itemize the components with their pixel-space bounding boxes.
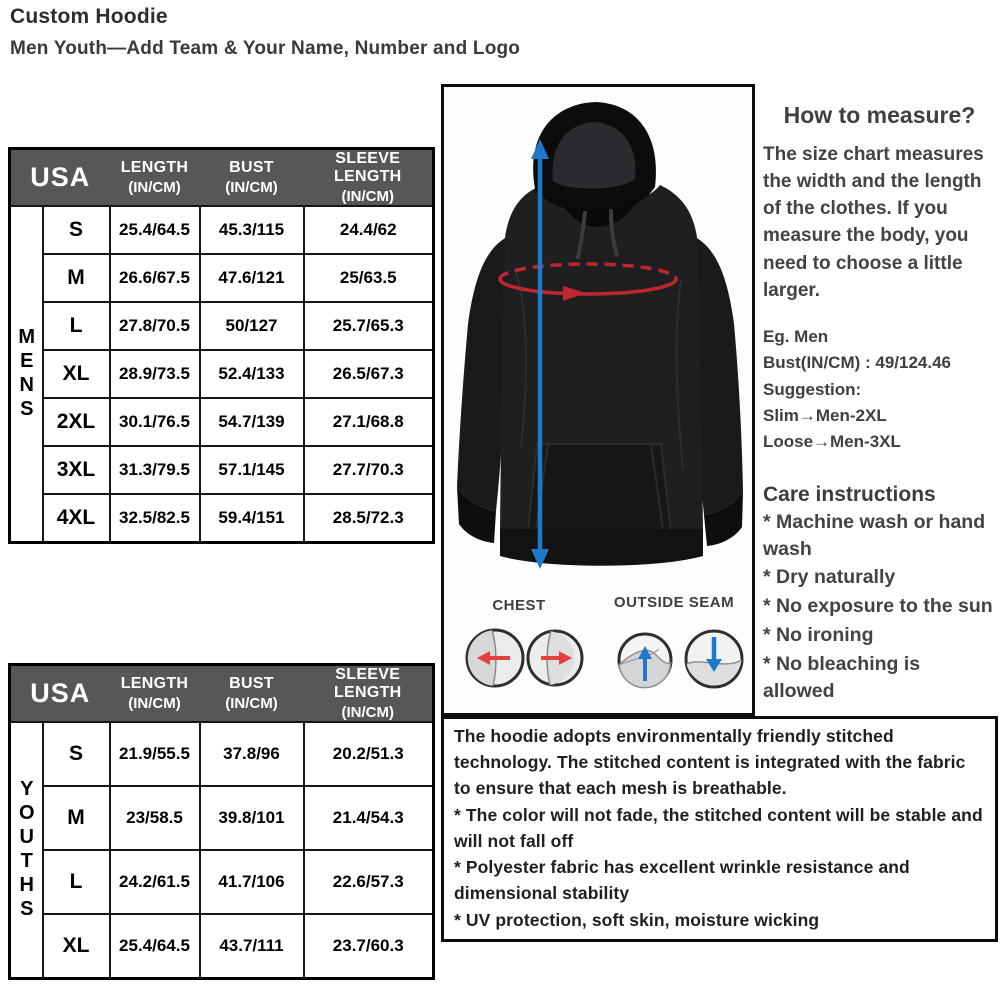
table-row [10,350,434,398]
size-cell: M [43,254,110,302]
mens-group-label: MENS [10,206,43,542]
hoodie-diagram-box [441,84,755,716]
bust-cell: 57.1/145 [200,446,304,494]
sleeve-cell: 24.4/62 [304,206,434,254]
header-sleeve-unit: (IN/CM) [341,188,394,205]
mens-size-table [8,147,435,544]
how-to-measure-heading: How to measure? [783,102,976,128]
sleeve-cell: 27.1/68.8 [304,398,434,446]
table-row [10,398,434,446]
how-to-measure-panel [763,88,996,705]
table-row [10,850,434,914]
bust-cell: 59.4/151 [200,494,304,542]
chest-width-right-arrow-icon [524,627,586,689]
table-row [10,446,434,494]
youth-header-length [110,665,200,723]
sleeve-cell: 23.7/60.3 [304,914,434,978]
header-bust-label: BUST [229,675,274,692]
sleeve-cell: 28.5/72.3 [304,494,434,542]
example-line: Bust(IN/CM) : 49/124.46 [763,353,951,373]
table-row [10,206,434,254]
length-cell: 24.2/61.5 [110,850,200,914]
bust-cell: 45.3/115 [200,206,304,254]
description-paragraph: * UV protection, soft skin, moisture wicking [454,910,820,931]
hoodie-product-image [445,89,751,594]
bust-cell: 52.4/133 [200,350,304,398]
sleeve-cell: 21.4/54.3 [304,786,434,850]
example-line: Slim→Men-2XL [763,405,887,425]
header-sleeve-unit: (IN/CM) [341,704,394,721]
size-cell: M [43,786,110,850]
size-cell: 2XL [43,398,110,446]
outside-seam-down-arrow-icon [682,627,746,691]
care-item: * Machine wash or hand wash [763,510,986,560]
size-cell: S [43,722,110,786]
example-line: Loose→Men-3XL [763,432,901,452]
example-block [763,324,996,456]
sleeve-cell: 27.7/70.3 [304,446,434,494]
example-line: Suggestion: [763,379,862,399]
length-cell: 27.8/70.5 [110,302,200,350]
mens-header-row [10,149,434,207]
hoodie-pocket [527,444,672,541]
header-bust-unit: (IN/CM) [225,695,278,712]
header-sleeve-label: SLEEVE LENGTH [333,666,402,701]
length-cell: 31.3/79.5 [110,446,200,494]
header-length-label: LENGTH [120,159,189,176]
size-cell: XL [43,914,110,978]
care-instructions-block [763,483,996,705]
size-cell: S [43,206,110,254]
table-row [10,494,434,542]
table-row [10,722,434,786]
page-title: Custom Hoodie [10,5,168,28]
bust-cell: 50/127 [200,302,304,350]
length-cell: 28.9/73.5 [110,350,200,398]
chest-width-left-arrow-icon [462,625,528,691]
mens-header-usa: USA [10,149,110,207]
bust-cell: 47.6/121 [200,254,304,302]
mens-header-bust [200,149,304,207]
page-subtitle: Men Youth—Add Team & Your Name, Number and Logo [10,38,521,59]
description-paragraph: * Polyester fabric has excellent wrinkle resistance and dimensional stability [454,857,910,904]
sleeve-cell: 22.6/57.3 [304,850,434,914]
size-cell: XL [43,350,110,398]
hoodie-hem [500,529,703,566]
bust-cell: 43.7/111 [200,914,304,978]
mens-header-length [110,149,200,207]
length-cell: 32.5/82.5 [110,494,200,542]
youth-header-usa: USA [10,665,110,723]
table-row [10,254,434,302]
sleeve-cell: 25/63.5 [304,254,434,302]
sleeve-cell: 25.7/65.3 [304,302,434,350]
care-item: * No exposure to the sun [763,595,993,618]
length-cell: 25.4/64.5 [110,206,200,254]
youth-group-label: YOUTHS [10,722,43,978]
product-description-box [441,716,998,942]
length-cell: 21.9/55.5 [110,722,200,786]
header-length-label: LENGTH [120,675,189,692]
youth-header-row [10,665,434,723]
youth-size-table [8,663,435,980]
youth-header-sleeve [304,665,434,723]
sleeve-cell: 20.2/51.3 [304,722,434,786]
description-paragraph: The hoodie adopts environmentally friendly stitched technology. The stitched content is integrated with the fabric to ensure that each mesh is breathable. [454,726,966,798]
table-row [10,786,434,850]
youth-header-bust [200,665,304,723]
care-item: * No ironing [763,624,874,647]
size-cell: L [43,302,110,350]
table-row [10,302,434,350]
length-cell: 23/58.5 [110,786,200,850]
bust-cell: 39.8/101 [200,786,304,850]
outside-seam-label: OUTSIDE SEAM [613,594,735,611]
length-cell: 26.6/67.5 [110,254,200,302]
header-bust-unit: (IN/CM) [225,179,278,196]
example-line: Eg. Men [763,326,829,346]
outside-seam-up-arrow-icon [616,631,674,689]
length-cell: 30.1/76.5 [110,398,200,446]
bust-cell: 41.7/106 [200,850,304,914]
care-item: * Dry naturally [763,566,896,589]
header-length-unit: (IN/CM) [128,695,181,712]
mens-header-sleeve [304,149,434,207]
description-paragraph: * The color will not fade, the stitched content will be stable and will not fall off [454,804,983,851]
bust-cell: 54.7/139 [200,398,304,446]
care-instructions-heading: Care instructions [763,482,936,506]
how-to-measure-text: The size chart measures the width and the length of the clothes. If you measure the body, you need to choose a little larger. [763,144,984,301]
size-cell: 3XL [43,446,110,494]
page-header [10,5,710,60]
bust-cell: 37.8/96 [200,722,304,786]
care-item: * No bleaching is allowed [763,653,921,703]
table-row [10,914,434,978]
size-cell: 4XL [43,494,110,542]
size-cell: L [43,850,110,914]
length-cell: 25.4/64.5 [110,914,200,978]
sleeve-cell: 26.5/67.3 [304,350,434,398]
chest-label: CHEST [492,597,546,614]
header-bust-label: BUST [229,159,274,176]
header-length-unit: (IN/CM) [128,179,181,196]
header-sleeve-label: SLEEVE LENGTH [333,150,402,185]
